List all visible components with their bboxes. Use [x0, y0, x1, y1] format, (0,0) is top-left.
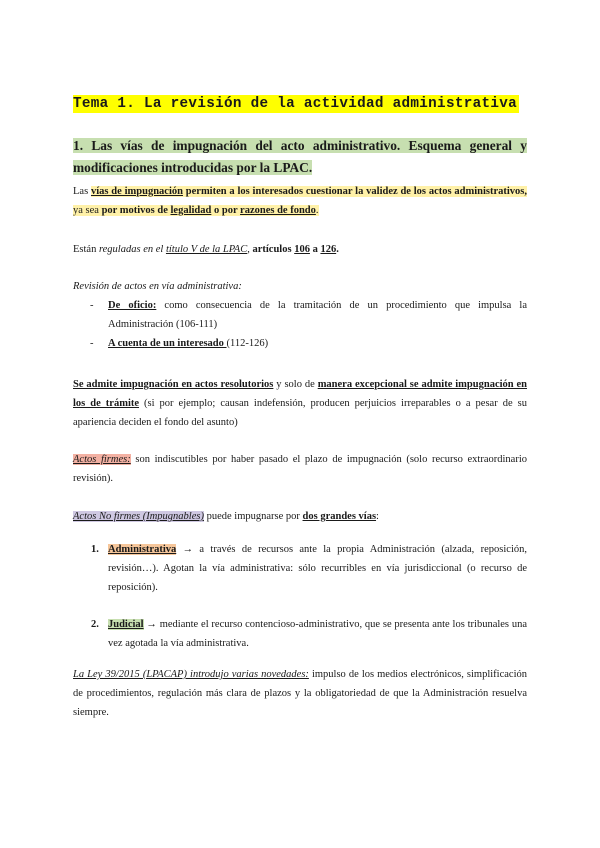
text-run: por motivos de	[101, 205, 171, 216]
section-number: 1.	[73, 138, 84, 153]
highlighted-run: Actos No firmes (Impugnables)	[73, 511, 204, 522]
list-item	[91, 615, 527, 653]
text-run: → a través de recursos ante la propia Administración (alzada, reposición, revisión…). Agotan la vía administrativa: sólo recurribles en vía jurisdiccional (o recurso de reposición).	[108, 544, 527, 593]
text-run: razones de fondo	[240, 205, 316, 216]
bullet-mark: -	[90, 338, 94, 349]
paragraph-impugnacion-actos	[73, 375, 527, 432]
section-heading-label: Las vías de impugnación del acto administrativo. Esquema general y modificaciones introducidas por la LPAC.	[73, 138, 527, 175]
text-run: puede impugnarse por	[203, 511, 303, 522]
paragraph-ley-39-2015	[73, 665, 527, 722]
text-run: A cuenta de un interesado	[108, 338, 227, 349]
text-run: impulso de los medios electrónicos, simplificación de procedimientos, regulación más clara de plazos y la obligatoriedad de que la Administración resuelva siempre.	[73, 669, 527, 718]
list-item	[91, 540, 527, 597]
text-run: (si por ejemplo; causan indefensión, producen perjuicios irreparables o a pesar de su apariencia deciden el fondo del asunto)	[73, 398, 527, 428]
bullet-mark: -	[90, 300, 94, 311]
list-item-text	[108, 334, 527, 353]
text-run: dos grandes vías	[302, 511, 377, 522]
page-title: Tema 1. La revisión de la actividad administrativa	[73, 96, 517, 112]
text-run: o por	[211, 205, 241, 216]
list-item	[90, 334, 527, 353]
text-run: (112-126)	[226, 338, 269, 349]
paragraph-regulacion	[73, 240, 527, 259]
text-run: y solo de	[273, 379, 318, 390]
highlighted-run: Administrativa	[108, 544, 177, 555]
text-run: .	[315, 205, 319, 216]
highlighted-run: Actos firmes:	[73, 454, 131, 465]
text-run: artículos	[252, 244, 295, 255]
text-run: 126	[320, 244, 337, 255]
highlighted-run: Judicial	[108, 619, 144, 630]
text-run: a	[309, 244, 321, 255]
paragraph-actos-no-firmes	[73, 507, 527, 526]
text-run: legalidad	[170, 205, 212, 216]
list-number: 2.	[91, 619, 99, 630]
text-run: manera excepcional se admite impugnación en los de trámite	[73, 379, 528, 409]
text-run: reguladas en el	[98, 244, 166, 255]
text-run: Están	[73, 244, 99, 255]
text-run: .	[336, 244, 339, 255]
text-run: Las	[73, 186, 91, 197]
text-run: ya sea	[73, 205, 102, 216]
text-run: 106	[294, 244, 310, 255]
section-heading-text	[73, 138, 527, 175]
list-item-text	[108, 615, 527, 653]
text-run: :	[376, 511, 379, 522]
paragraph-actos-firmes	[73, 450, 527, 488]
highlighted-run	[73, 186, 527, 216]
text-run: De oficio:	[108, 300, 157, 311]
text-run: título V de la LPAC	[165, 244, 248, 255]
paragraph-vias-impugnacion	[73, 182, 527, 220]
list-item-text	[108, 540, 527, 597]
section-heading	[73, 135, 527, 179]
text-run: como consecuencia de la tramitación de un procedimiento que impulsa la Administración (106-111)	[108, 300, 527, 330]
text-run: Se admite impugnación en actos resolutorios	[73, 379, 274, 390]
list-number: 1.	[91, 544, 99, 555]
text-run: → mediante el recurso contencioso-administrativo, que se presenta ante los tribunales una vez agotada la vía administrativa.	[108, 619, 527, 649]
list-item	[90, 296, 527, 334]
text-run: La Ley 39/2015 (LPACAP) introdujo varias novedades:	[73, 669, 309, 680]
text-run: permiten a los interesados cuestionar la validez de los actos administrativos,	[182, 186, 528, 197]
list-item-text	[108, 296, 527, 334]
revision-intro: Revisión de actos en vía administrativa:	[73, 281, 242, 292]
text-run: ,	[247, 244, 253, 255]
text-run: son indiscutibles por haber pasado el plazo de impugnación (solo recurso extraordinario revisión).	[73, 454, 527, 484]
text-run: vías de impugnación	[90, 186, 183, 197]
